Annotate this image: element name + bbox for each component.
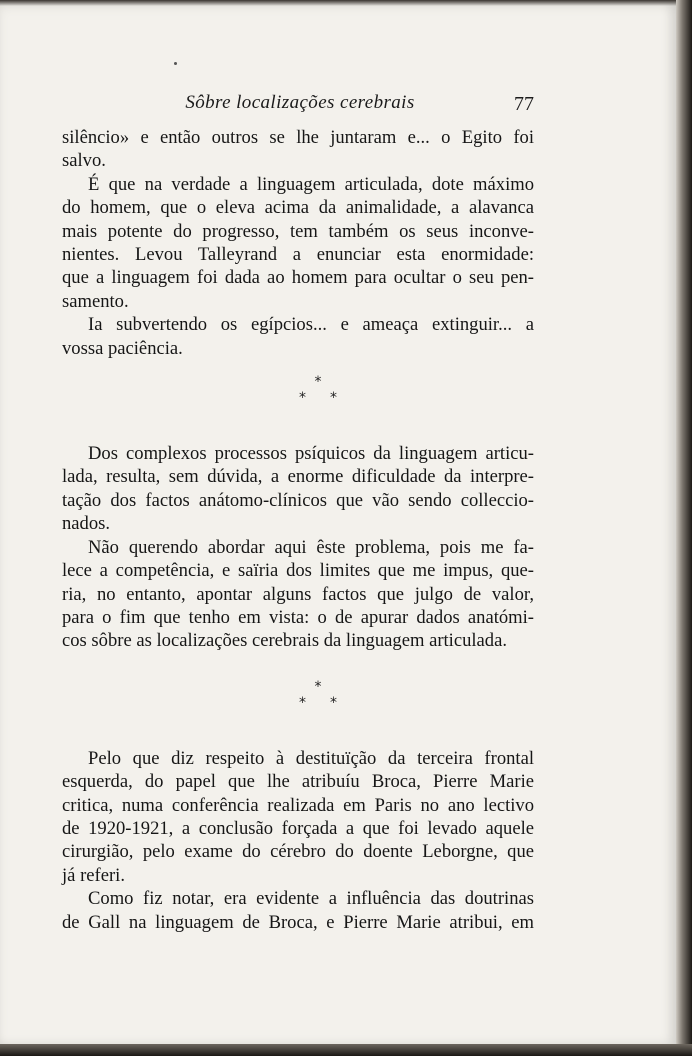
text-line: nados.: [62, 513, 111, 535]
text-line: Como fiz notar, era evidente a influência das doutrinas: [88, 888, 534, 910]
page-header: [62, 88, 538, 118]
book-fore-edge: [676, 0, 692, 1056]
text-line: samento.: [62, 290, 129, 312]
section-separator: [102, 374, 534, 406]
page-number: 77: [514, 93, 534, 115]
text-line: Dos complexos processos psíquicos da linguagem articu-: [88, 443, 534, 465]
text-line: É que na verdade a linguagem articulada, dote máximo: [88, 173, 534, 195]
text-line: nientes. Levou Talleyrand a enunciar esta enormidade:: [62, 244, 534, 266]
paragraph-6: [62, 747, 534, 887]
text-line: já referi.: [62, 864, 125, 886]
text-line: do homem, que o eleva acima da animalidade, a alavanca: [62, 197, 534, 219]
text-line: que a linguagem foi dada ao homem para ocultar o seu pen-: [62, 267, 534, 289]
paragraph-5: [62, 536, 534, 653]
paragraph-7: [62, 887, 534, 934]
page-top-shadow: [0, 0, 676, 6]
text-line: de Gall na linguagem de Broca, e Pierre Marie atribui, em: [62, 911, 534, 933]
text-line: mais potente do progresso, tem também os seus inconve-: [62, 220, 534, 242]
paragraph-1: [62, 126, 534, 173]
text-line: Ia subvertendo os egípcios... e ameaça extinguir... a: [88, 314, 534, 336]
paragraph-4: [62, 442, 534, 536]
text-line: cos sôbre as localizações cerebrais da linguagem articulada.: [62, 630, 508, 652]
text-line: para o fim que tenho em vista: o de apurar dados anatómi-: [62, 606, 534, 628]
text-line: cirurgião, pelo exame do cérebro do doente Leborgne, que: [62, 841, 534, 863]
asterisk: *: [299, 390, 306, 407]
paragraph-2: [62, 173, 534, 313]
text-line: de 1920-1921, a conclusão forçada a que foi levado aquele: [62, 817, 534, 839]
body-text: [62, 126, 534, 934]
text-line: salvo.: [62, 150, 106, 172]
text-line: Não querendo abordar aqui êste problema, pois me fa-: [88, 536, 534, 558]
text-line: vossa paciência.: [62, 337, 183, 359]
text-line: lece a competência, e saïria dos limites que me impus, que-: [62, 560, 534, 582]
text-line: ria, no entanto, apontar alguns factos que julgo de valor,: [62, 583, 534, 605]
section-separator: [102, 679, 534, 711]
text-line: esquerda, do papel que lhe atribuíu Broca, Pierre Marie: [62, 771, 534, 793]
text-line: critica, numa conferência realizada em Paris no ano lectivo: [62, 794, 534, 816]
text-line: lada, resulta, sem dúvida, a enorme dificuldade da interpre-: [62, 466, 534, 488]
paragraph-3: [62, 313, 534, 360]
asterisk: *: [314, 678, 322, 695]
paper-speck: [174, 62, 177, 65]
text-line: tação dos factos anátomo-clínicos que vão sendo colleccio-: [62, 489, 534, 511]
text-line: silêncio» e então outros se lhe juntaram e... o Egito foi: [62, 127, 534, 148]
asterisk: *: [314, 374, 322, 391]
book-bottom-edge: [0, 1044, 692, 1056]
running-title: Sôbre localizações cerebrais: [185, 92, 415, 113]
asterisk: *: [330, 390, 337, 407]
asterisk: *: [330, 694, 337, 711]
text-line: Pelo que diz respeito à destituïção da terceira frontal: [88, 747, 534, 769]
asterisk: *: [299, 694, 306, 711]
